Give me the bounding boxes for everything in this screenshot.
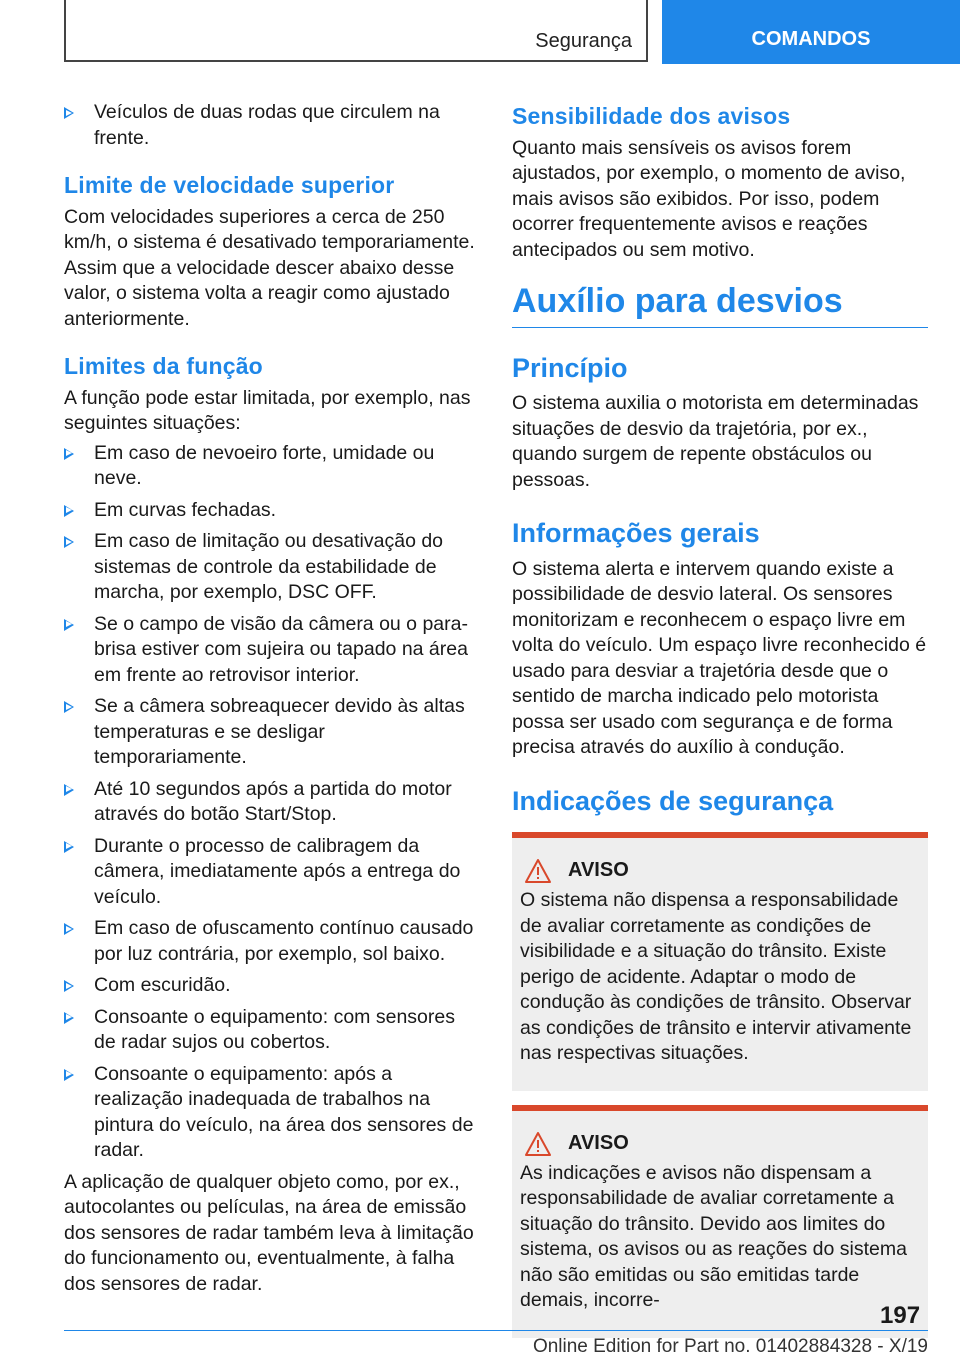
warning-box — [512, 832, 928, 1091]
general-info-heading: Informações gerais — [512, 518, 760, 548]
header-chapter-label: COMANDOS — [751, 27, 871, 50]
bullet-triangle-icon — [64, 841, 74, 853]
header-section-title: Segurança — [535, 30, 632, 52]
list-item: Em curvas fechadas. — [64, 498, 480, 524]
list-item: Durante o processo de calibragem da câmera, imediatamente após a entrega do veículo. — [64, 834, 480, 911]
bullet-triangle-icon — [64, 980, 74, 992]
left-column — [64, 100, 480, 1301]
intro-list — [64, 100, 480, 151]
function-limits-intro: A função pode estar limitada, por exemplo, nas seguintes situações: — [64, 386, 471, 434]
list-item: Veículos de duas rodas que circulem na frente. — [64, 100, 480, 151]
list-item: Consoante o equipamento: com sensores de radar sujos ou cobertos. — [64, 1005, 480, 1056]
list-item: Em caso de nevoeiro forte, umidade ou neve. — [64, 441, 480, 492]
warning-triangle-icon — [524, 1131, 552, 1157]
warning-label: AVISO — [568, 859, 629, 882]
bullet-triangle-icon — [64, 923, 74, 935]
safety-heading: Indicações de segurança — [512, 785, 834, 816]
right-column — [512, 100, 928, 1338]
function-limits-heading: Limites da função — [64, 353, 263, 379]
warning-triangle-icon — [524, 858, 552, 884]
warning-label: AVISO — [568, 1131, 629, 1154]
list-item: Em caso de limitação ou desativação do sistemas de controle da estabilidade de marcha, por exemplo, DSC OFF. — [64, 529, 480, 606]
principle-heading: Princípio — [512, 352, 628, 383]
list-item: Até 10 segundos após a partida do motor através do botão Start/Stop. — [64, 777, 480, 828]
bullet-triangle-icon — [64, 448, 74, 460]
bullet-triangle-icon — [64, 107, 74, 119]
list-item: Se o campo de visão da câmera ou o para-brisa estiver com sujeira ou tapado na área em frente ao retrovisor interior. — [64, 612, 480, 689]
principle-text: O sistema auxilia o motorista em determinadas situações de desvio da trajetória, por ex., quando surgem de repente obstáculos ou pessoas. — [512, 392, 919, 491]
warning-box — [512, 1105, 928, 1338]
function-limits-list — [64, 441, 480, 1164]
header-section-box — [64, 0, 648, 62]
speed-limit-heading: Limite de velocidade superior — [64, 172, 395, 198]
bullet-triangle-icon — [64, 536, 74, 548]
speed-limit-text: Com velocidades superiores a cerca de 250 km/h, o sistema é desativado temporariamente. Assim que a velocidade descer abaixo desse valor, o sistema volta a reagir como ajustado anteriormente. — [64, 205, 475, 330]
warning-text: As indicações e avisos não dispensam a responsabilidade de avaliar corretamente a situação do trânsito. Devido aos limites do sistema, os avisos ou as reações do sistema não são emitidas ou são emitidas tarde demais, incorre- — [520, 1161, 907, 1311]
bullet-triangle-icon — [64, 1012, 74, 1024]
bullet-triangle-icon — [64, 1069, 74, 1081]
bullet-triangle-icon — [64, 784, 74, 796]
list-item: Em caso de ofuscamento contínuo causado por luz contrária, por exemplo, sol baixo. — [64, 916, 480, 967]
list-item: Com escuridão. — [64, 973, 480, 999]
main-section-title: Auxílio para desvios — [512, 289, 928, 328]
bullet-triangle-icon — [64, 505, 74, 517]
sensitivity-heading: Sensibilidade dos avisos — [512, 103, 791, 129]
bullet-triangle-icon — [64, 619, 74, 631]
page-number: 197 — [880, 1302, 921, 1329]
warning-text: O sistema não dispensa a responsabilidade de avaliar corretamente as condições de visibilidade e a situação do trânsito. Existe perigo de acidente. Adaptar o modo de condução às condições de trânsito. Observar as condições de trânsito e intervir ativamente nas respectivas situações. — [520, 889, 912, 1064]
bullet-triangle-icon — [64, 701, 74, 713]
sensitivity-text: Quanto mais sensíveis os avisos forem ajustados, por exemplo, o momento de aviso, mais avisos são exibidos. Por isso, podem ocorrer frequentemente avisos e reações antecipados ou sem motivo. — [512, 136, 906, 261]
list-item: Consoante o equipamento: após a realização inadequada de trabalhos na pintura do veículo, na área dos sensores de radar. — [64, 1062, 480, 1164]
closing-text: A aplicação de qualquer objeto como, por ex., autocolantes ou películas, na área de emissão dos sensores de radar também leva à limitação do funcionamento ou, eventualmente, à falha dos sensores de radar. — [64, 1170, 474, 1295]
general-info-text: O sistema alerta e intervem quando existe a possibilidade de desvio lateral. Os sensores monitorizam e reconhecem o espaço livre em volta do veículo. Um espaço livre reconhecido é usado para desviar a trajetória desde que o sentido de marcha indicado pelo motorista possa ser usado com segurança e de forma precisa através do auxílio à condução. — [512, 557, 927, 758]
footer-divider — [64, 1330, 928, 1331]
list-item: Se a câmera sobreaquecer devido às altas temperaturas e se desligar temporariamente. — [64, 694, 480, 771]
header-chapter-tab — [662, 0, 960, 64]
footer-edition: Online Edition for Part no. 01402884328 - X/19 — [532, 1336, 928, 1357]
